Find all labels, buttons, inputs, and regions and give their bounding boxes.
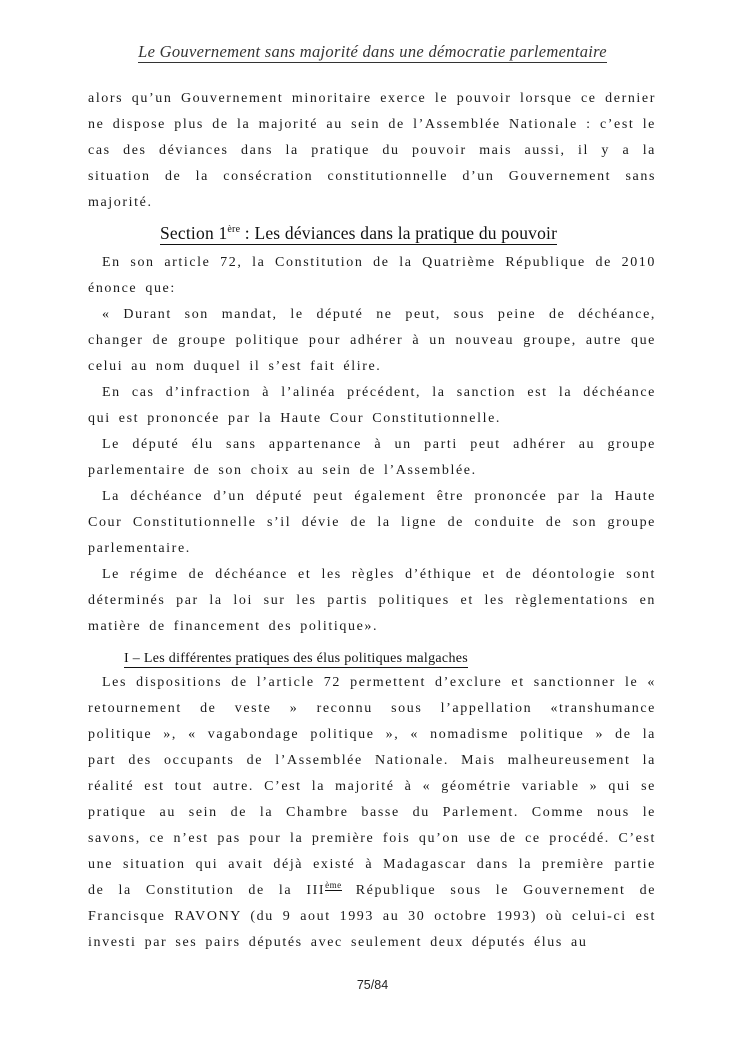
paragraph-article-72: En son article 72, la Constitution de la Quatrième République de 2010 énonce que: [88, 255, 656, 296]
paragraph-quote-mandat: « Durant son mandat, le député ne peut, sous peine de déchéance, changer de groupe politique pour adhérer à un nouveau groupe, autre que celui au nom duquel il s’est fait élire. [88, 307, 656, 374]
subsection-heading [124, 648, 656, 670]
section-heading-text [160, 223, 557, 245]
subsection-heading-text: I – Les différentes pratiques des élus politiques malgaches [124, 651, 469, 666]
section-heading-rest: : Les déviances dans la pratique du pouvoir [240, 223, 558, 243]
page-number: 75/84 [356, 978, 389, 992]
paragraph-infraction: En cas d’infraction à l’alinéa précédent, la sanction est la déchéance qui est prononcée par la Haute Cour Constitutionnelle. [88, 385, 656, 426]
section-heading-prefix: Section 1 [160, 223, 228, 243]
running-header-title: Le Gouvernement sans majorité dans une démocratie parlementaire [138, 42, 607, 61]
paragraph-depute-sans-parti: Le député élu sans appartenance à un parti peut adhérer au groupe parlementaire de son choix au sein de l’Assemblée. [88, 437, 656, 478]
paragraph-dispositions-superscript: ème [325, 880, 342, 890]
page-body [88, 86, 656, 956]
running-header [0, 42, 745, 62]
paragraph-regime: Le régime de déchéance et les règles d’éthique et de déontologie sont déterminés par la loi sur les partis politiques et les règlementations en matière de financement des politique». [88, 567, 656, 634]
paragraph-dispositions-text-a: Les dispositions de l’article 72 permettent d’exclure et sanctionner le « retournement de veste » reconnu sous l’appellation «transhumance politique », « vagabondage politique », « nomadisme politique » de la part des occupants de l’Assemblée Nationale. Mais malheureusement la réalité est tout autre. C’est la majorité à « géométrie variable » qui se pratique au sein de la Chambre basse du Parlement. Comme nous le savons, ce n’est pas pour la première fois qu’on use de ce procédé. C’est une situation qui avait déjà existé à Madagascar dans la première partie de la Constitution de la III [88, 675, 656, 898]
paragraph-dispositions [88, 670, 656, 956]
section-heading-superscript: ère [227, 224, 241, 235]
paragraph-dispositions-text-b: République sous le Gouvernement de Francisque RAVONY (du 9 aout 1993 au 30 octobre 1993) où celui-ci est investi par ses pairs députés avec seulement deux députés élus au [88, 883, 657, 950]
section-heading [160, 220, 656, 246]
intro-paragraph: alors qu’un Gouvernement minoritaire exerce le pouvoir lorsque ce dernier ne dispose plus de la majorité au sein de l’Assemblée Nationale : c’est le cas des déviances dans la pratique du pouvoir mais aussi, il y a la situation de la consécration constitutionnelle d’un Gouvernement sans majorité. [88, 91, 656, 210]
paragraph-decheance: La déchéance d’un député peut également être prononcée par la Haute Cour Constitutionnelle s’il dévie de la ligne de conduite de son groupe parlementaire. [88, 489, 656, 556]
